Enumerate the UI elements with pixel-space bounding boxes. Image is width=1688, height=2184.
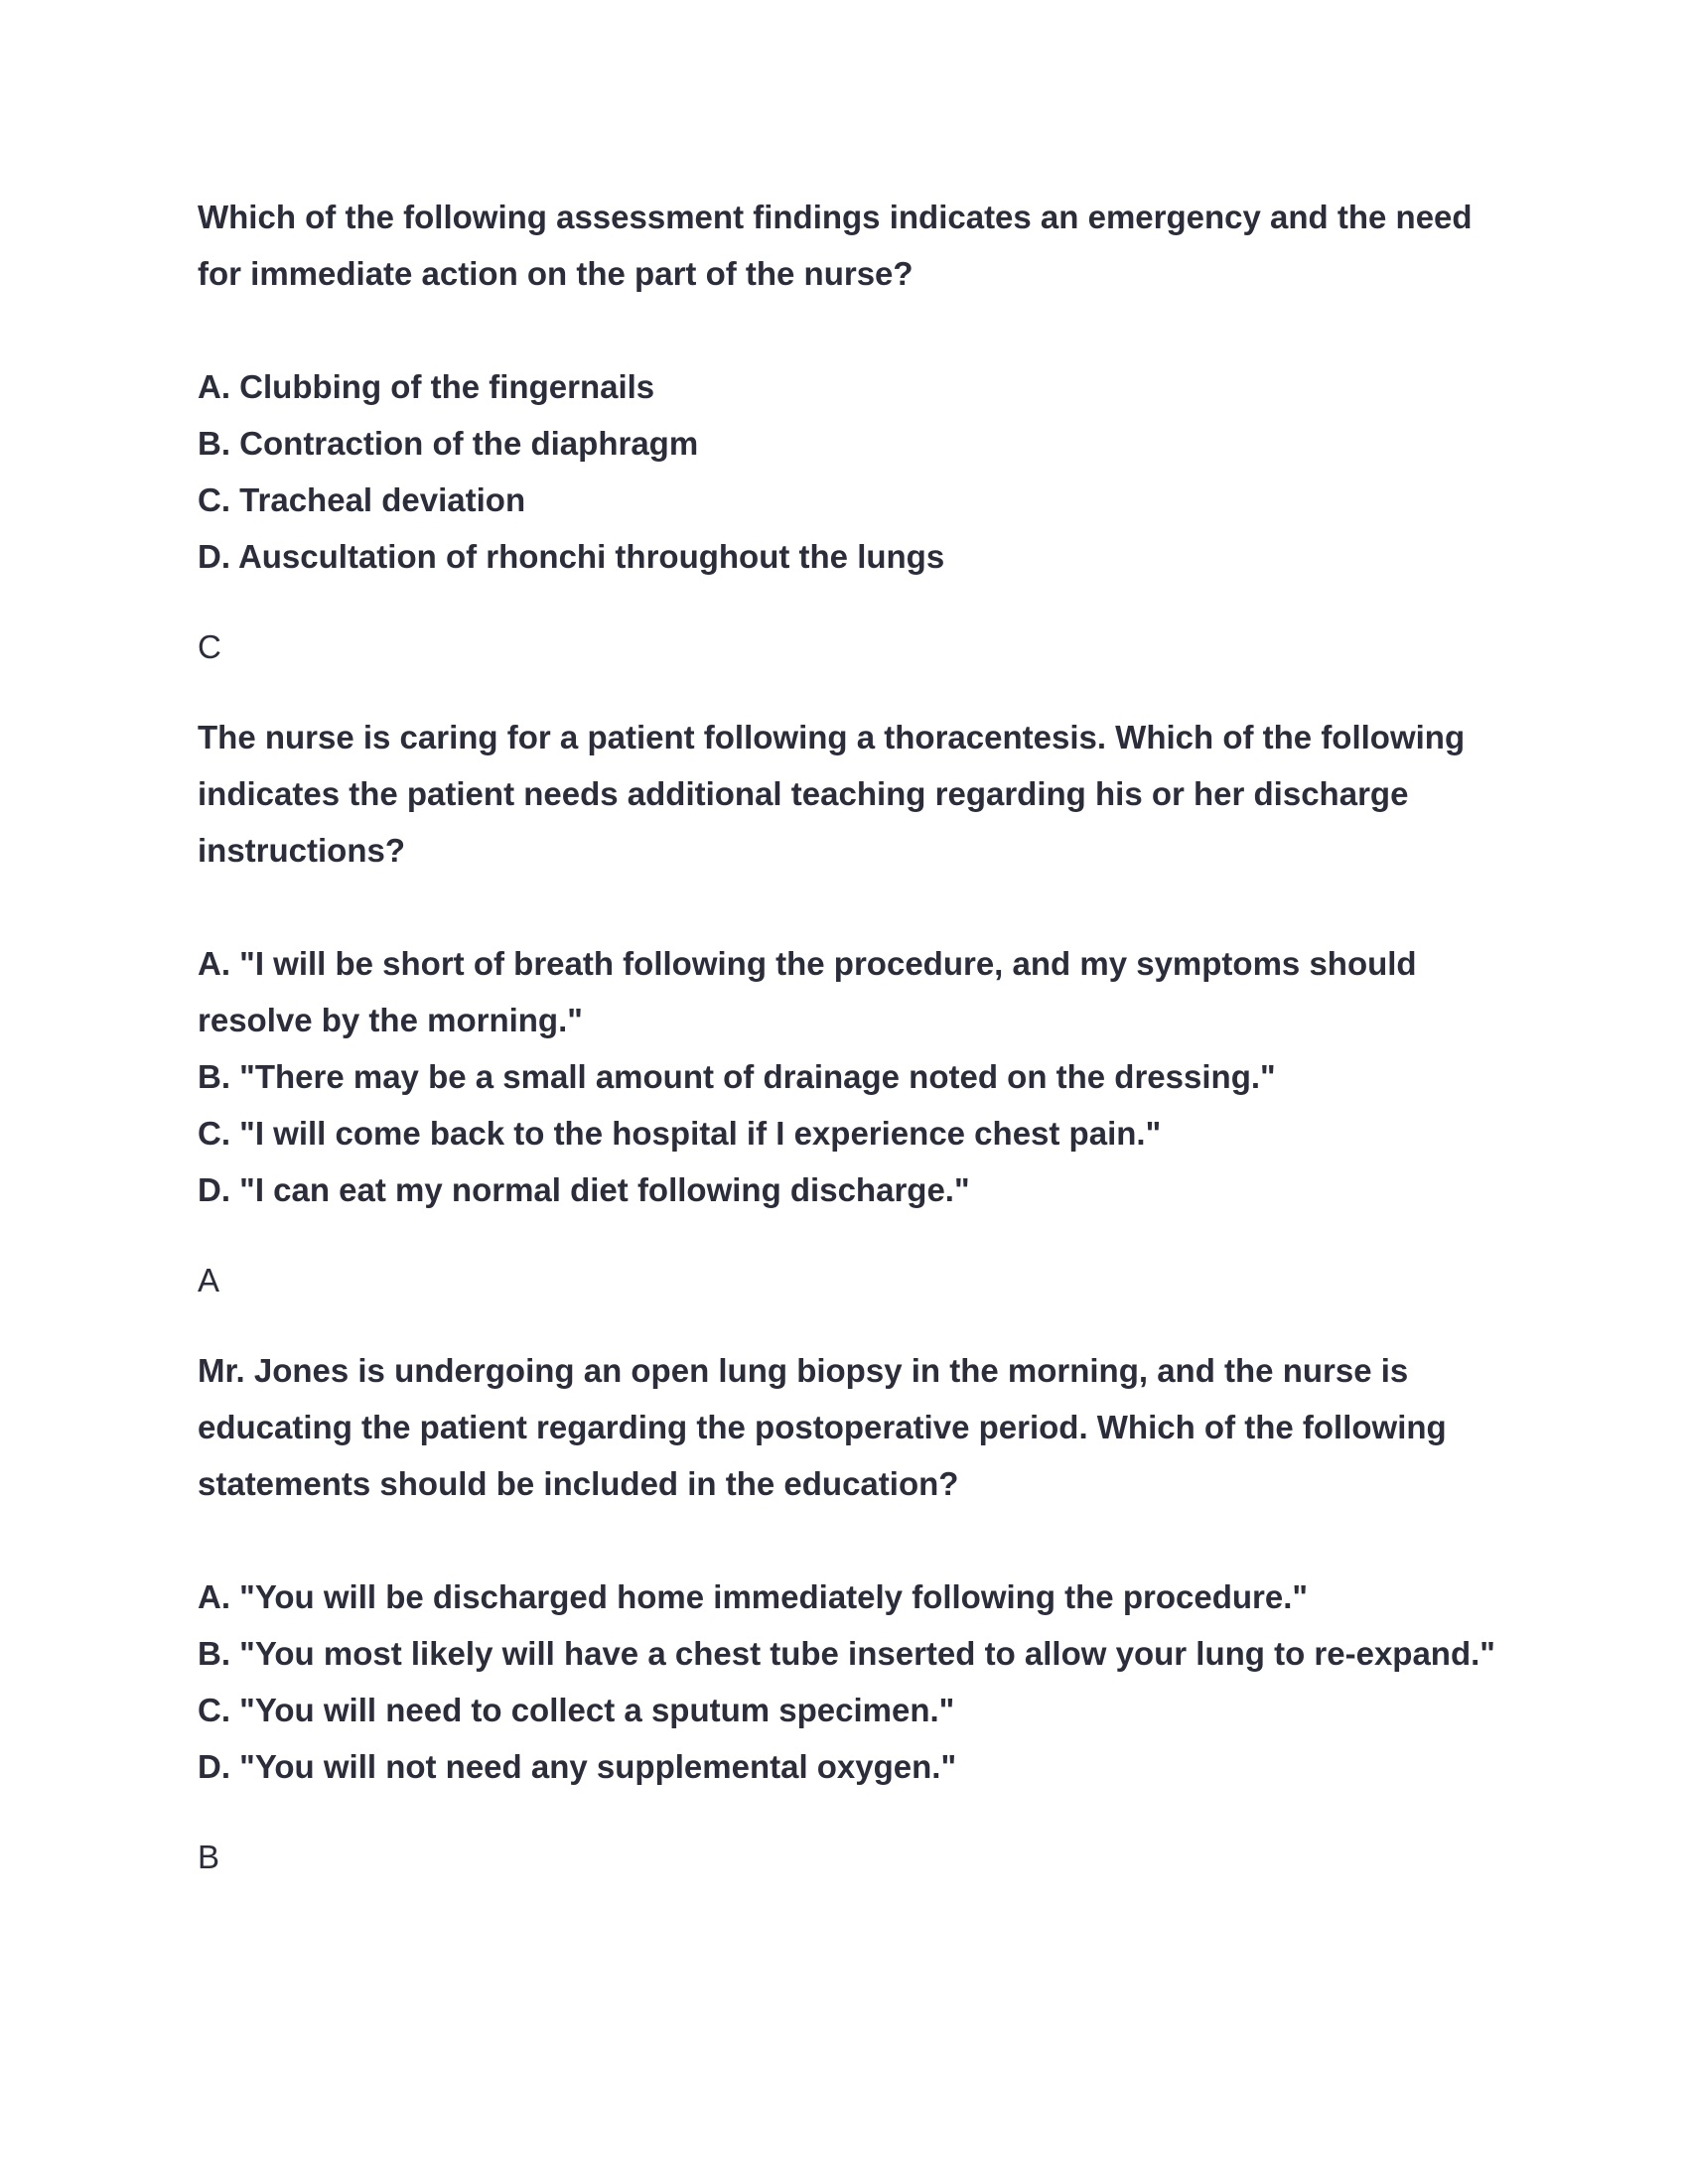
option-a: A. "You will be discharged home immediately following the procedure." [198,1578,1309,1615]
option-d: D. "You will not need any supplemental oxygen." [198,1748,957,1785]
option-c: C. "You will need to collect a sputum specimen." [198,1692,955,1728]
option-b: B. Contraction of the diaphragm [198,425,699,462]
answer-options [198,358,1508,585]
answer-key: C [198,628,221,665]
option-a: A. "I will be short of breath following the procedure, and my symptoms should resolve by the morning." [198,945,1417,1038]
option-d: D. "I can eat my normal diet following discharge." [198,1171,970,1208]
question-stem: The nurse is caring for a patient following a thoracentesis. Which of the following indicates the patient needs additional teaching regarding his or her discharge instructions? [198,719,1466,869]
option-c: C. Tracheal deviation [198,481,526,518]
answer-options [198,935,1508,1218]
option-a: A. Clubbing of the fingernails [198,368,655,405]
question-block [198,709,1508,1308]
question-stem: Which of the following assessment findings indicates an emergency and the need for immediate action on the part of the nurse? [198,199,1473,292]
question-stem: Mr. Jones is undergoing an open lung biopsy in the morning, and the nurse is educating the patient regarding the postoperative period. Which of the following statements should be included in the education? [198,1352,1447,1502]
question-block [198,189,1508,675]
answer-key: B [198,1839,220,1875]
question-block [198,1342,1508,1885]
answer-key: A [198,1262,220,1298]
option-d: D. Auscultation of rhonchi throughout the lungs [198,538,945,575]
option-c: C. "I will come back to the hospital if I experience chest pain." [198,1115,1162,1152]
option-b: B. "There may be a small amount of drainage noted on the dressing." [198,1058,1276,1095]
option-b: B. "You most likely will have a chest tube inserted to allow your lung to re-expand." [198,1635,1495,1672]
document-content [198,189,1508,1919]
answer-options [198,1569,1508,1795]
